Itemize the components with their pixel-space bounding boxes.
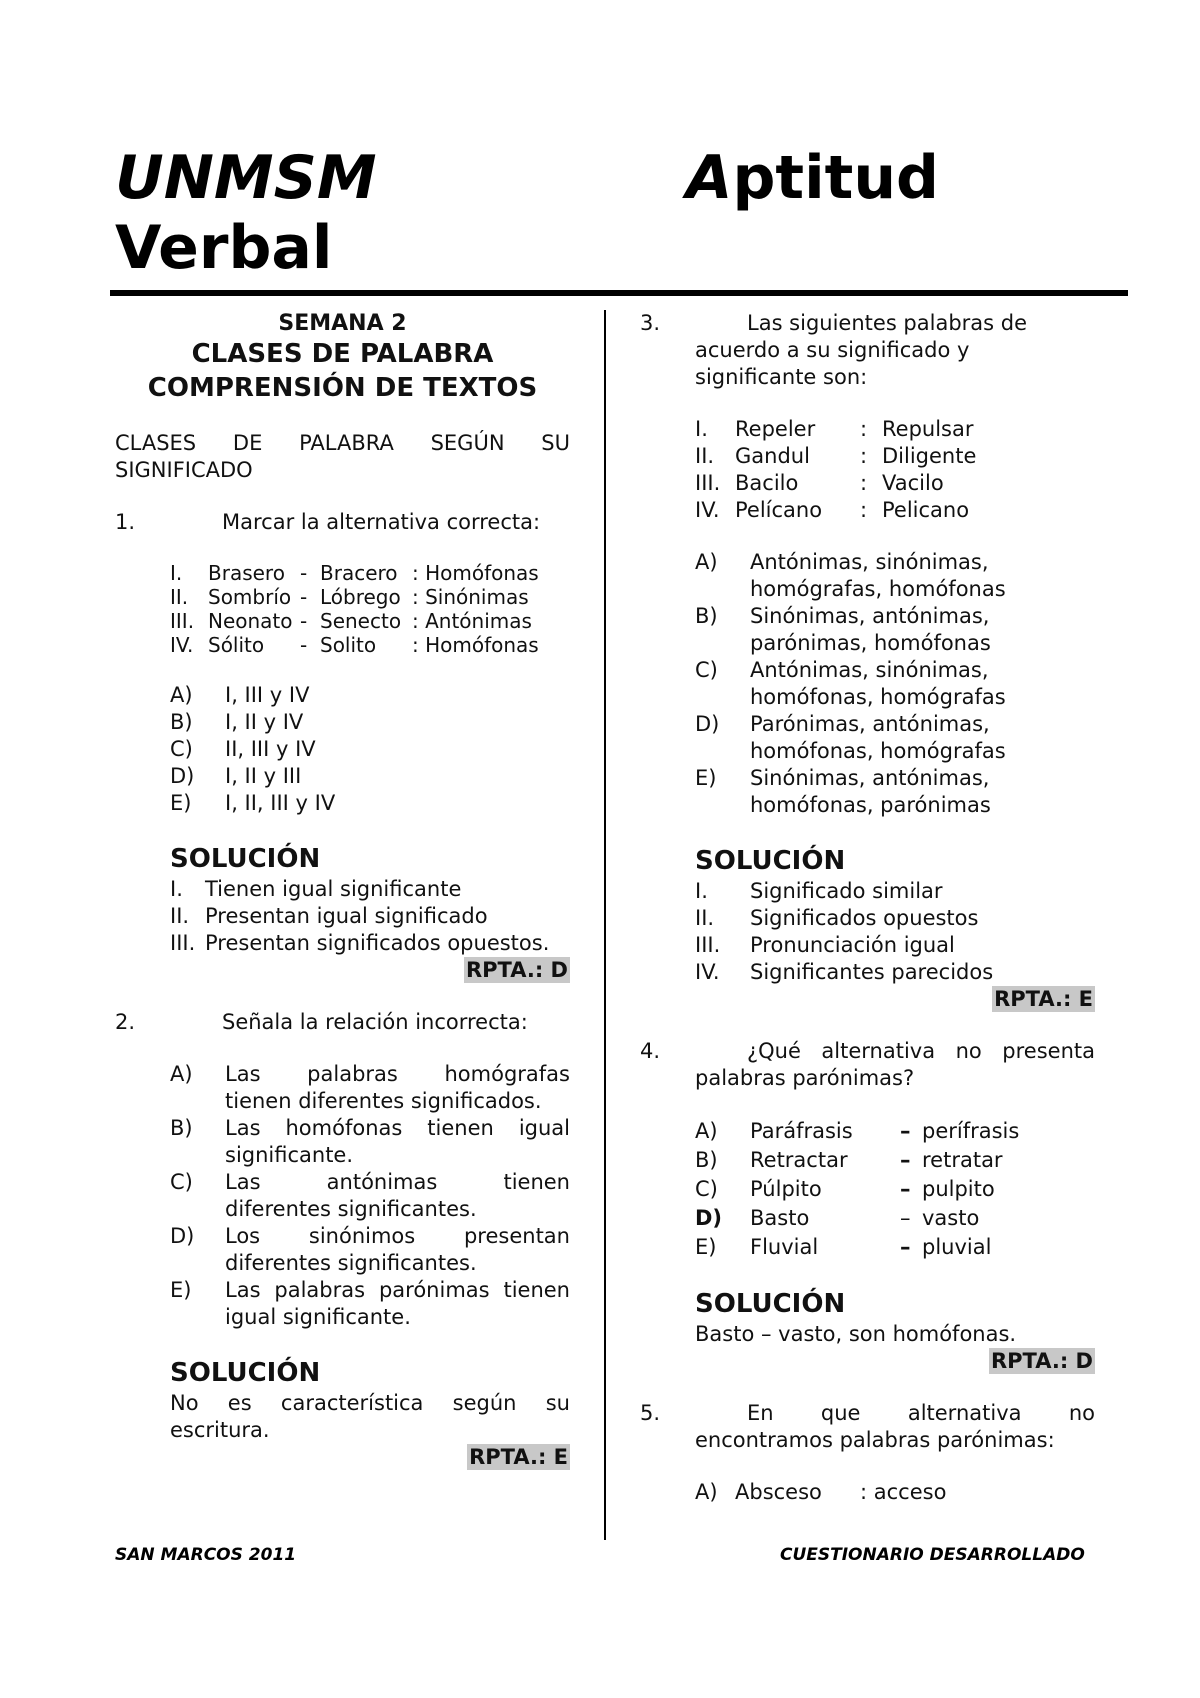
option-letter: E): [695, 1235, 717, 1259]
question-stem: Marcar la alternativa correcta:: [222, 510, 541, 534]
section-title-1: CLASES DE PALABRA: [191, 339, 494, 369]
solution-numeral: I.: [695, 879, 708, 903]
pair-separator: :: [860, 471, 868, 495]
pair-word-2: Lóbrego: [320, 585, 401, 609]
solution-line: [695, 905, 1095, 932]
option-b: [695, 603, 1095, 657]
option-letter: A): [695, 1480, 718, 1504]
option-dash: –: [900, 1119, 911, 1143]
option-text-line2: homófonas, homógrafas: [750, 685, 1006, 709]
pair-word-1: Bacilo: [735, 471, 799, 495]
option-text-line2: homófonas, parónimas: [750, 793, 991, 817]
option-c: [170, 1169, 570, 1223]
option-letter: B): [695, 1148, 718, 1172]
option-word-2: pluvial: [922, 1235, 992, 1259]
pair-word-1: Sombrío: [208, 585, 292, 609]
solution-text: Pronunciación igual: [750, 933, 955, 957]
pair-separator: :: [860, 417, 868, 441]
pair-word-2: Senecto: [320, 609, 402, 633]
solution-line: [695, 878, 1095, 905]
question-1-pairs: [170, 561, 539, 657]
option-word-1: Absceso: [735, 1480, 822, 1504]
option-word-1: Retractar: [750, 1148, 848, 1172]
option-a: [170, 682, 570, 709]
answer-badge: RPTA.: D: [990, 1349, 1093, 1373]
pair-word-2: Solito: [320, 633, 377, 657]
solution-text: Significantes parecidos: [750, 960, 994, 984]
option-text-line1: Las palabras parónimas tienen: [225, 1278, 570, 1302]
solution-text-line2: escritura.: [170, 1418, 270, 1442]
option-e: [170, 1277, 570, 1331]
question-number: 4.: [640, 1039, 661, 1063]
pair-row: [170, 609, 539, 633]
option-word-1: Basto: [750, 1206, 810, 1230]
pair-separator: -: [300, 561, 308, 585]
option-a: [170, 1061, 570, 1115]
option-b: [170, 709, 570, 736]
week-label: SEMANA 2: [278, 311, 407, 336]
question-5-options: [695, 1479, 946, 1506]
solution-text: Presentan significados opuestos.: [205, 931, 550, 955]
pair-word-1: Neonato: [208, 609, 293, 633]
option-word-2: retratar: [922, 1148, 1003, 1172]
solution-numeral: IV.: [695, 960, 720, 984]
option-c: [695, 657, 1095, 711]
solution-text: Basto – vasto, son homófonas.: [695, 1322, 1017, 1346]
solution-heading: SOLUCIÓN: [695, 846, 846, 876]
question-5: [640, 1400, 1095, 1454]
solution-numeral: II.: [695, 906, 715, 930]
pair-number: III.: [170, 609, 195, 633]
question-number: 5.: [640, 1401, 661, 1425]
option-dash: –: [900, 1206, 911, 1230]
option-letter: C): [170, 737, 193, 761]
pair-number: II.: [695, 444, 715, 468]
option-letter: A): [170, 683, 193, 707]
option-c: [695, 1175, 1019, 1204]
question-stem: En que alternativa no encontramos palabras parónimas:: [695, 1401, 1095, 1452]
option-text-line1: Las antónimas tienen: [225, 1170, 570, 1194]
pair-row: [695, 497, 976, 524]
option-text-line1: Las palabras homógrafas: [225, 1062, 570, 1086]
pair-word-2: Repulsar: [882, 417, 974, 441]
pair-row: [170, 585, 539, 609]
subject-subtitle: Verbal: [115, 213, 333, 283]
option-text-line1: Las homófonas tienen igual: [225, 1116, 570, 1140]
pair-number: IV.: [695, 498, 720, 522]
question-number: 1.: [115, 510, 136, 534]
option-letter: B): [695, 604, 718, 628]
option-e: [695, 765, 1095, 819]
option-letter: A): [695, 550, 718, 574]
left-column: [115, 310, 570, 1471]
question-3-pairs: [695, 416, 976, 524]
option-dash: –: [900, 1148, 911, 1172]
solution-numeral: III.: [695, 933, 721, 957]
pair-relation: : Sinónimas: [412, 585, 529, 609]
solution-text: Significado similar: [750, 879, 943, 903]
pair-word-2: Pelicano: [882, 498, 970, 522]
pair-number: III.: [695, 471, 721, 495]
option-letter: E): [170, 1278, 192, 1302]
option-letter: B): [170, 710, 193, 734]
option-letter: D): [695, 1206, 723, 1230]
option-text-line2: homógrafas, homófonas: [750, 577, 1006, 601]
option-letter: D): [170, 1224, 195, 1248]
subsection-title-line2: SIGNIFICADO: [115, 458, 253, 482]
pair-separator: :: [860, 444, 868, 468]
option-letter: E): [695, 766, 717, 790]
solution-numeral: II.: [170, 904, 190, 928]
option-word-2: : acceso: [860, 1480, 947, 1504]
option-word-2: vasto: [922, 1206, 980, 1230]
option-e: [695, 1233, 1019, 1262]
option-word-1: Fluvial: [750, 1235, 819, 1259]
option-dash: –: [900, 1235, 911, 1259]
pair-row: [695, 416, 976, 443]
option-text-line2: igual significante.: [225, 1305, 411, 1329]
pair-relation: : Antónimas: [412, 609, 532, 633]
question-1: [115, 509, 570, 536]
option-text-line1: Antónimas, sinónimas,: [750, 658, 989, 682]
option-b: [695, 1146, 1019, 1175]
option-c: [170, 736, 570, 763]
option-text-line2: homófonas, homógrafas: [750, 739, 1006, 763]
pair-word-2: Bracero: [320, 561, 398, 585]
option-letter: A): [695, 1119, 718, 1143]
option-letter: C): [170, 1170, 193, 1194]
pair-word-1: Pelícano: [735, 498, 823, 522]
pair-word-1: Brasero: [208, 561, 285, 585]
solution-line: [695, 932, 1095, 959]
option-letter: A): [170, 1062, 193, 1086]
solution-text: Tienen igual significante: [205, 877, 462, 901]
pair-separator: -: [300, 633, 308, 657]
question-stem: ¿Qué alternativa no presenta palabras parónimas?: [695, 1039, 1095, 1090]
option-text: I, II, III y IV: [225, 791, 336, 815]
pair-word-2: Vacilo: [882, 471, 944, 495]
right-column: [640, 310, 1095, 1506]
subject-title: [686, 143, 939, 213]
pair-number: II.: [170, 585, 189, 609]
question-number: 2.: [115, 1010, 136, 1034]
pair-separator: -: [300, 609, 308, 633]
option-word-1: Paráfrasis: [750, 1119, 853, 1143]
footer-left: SAN MARCOS 2011: [115, 1545, 297, 1565]
option-word-1: Púlpito: [750, 1177, 822, 1201]
question-4: [640, 1038, 1095, 1092]
subject-title-initial: A: [686, 143, 733, 213]
pair-row: [695, 443, 976, 470]
question-4-options: [695, 1117, 1019, 1262]
option-a: [695, 549, 1095, 603]
subsection-title-line1: CLASES DE PALABRA SEGÚN SU: [115, 431, 570, 455]
solution-text: Presentan igual significado: [205, 904, 488, 928]
option-text-line2: diferentes significantes.: [225, 1251, 477, 1275]
option-letter: B): [170, 1116, 193, 1140]
option-text-line1: Parónimas, antónimas,: [750, 712, 990, 736]
option-d: [695, 711, 1095, 765]
option-letter: D): [695, 712, 720, 736]
pair-word-1: Sólito: [208, 633, 265, 657]
option-text: I, III y IV: [225, 683, 310, 707]
footer-right: CUESTIONARIO DESARROLLADO: [780, 1545, 1085, 1565]
course-title: UNMSM: [115, 143, 377, 213]
answer-badge: RPTA.: E: [469, 1445, 568, 1469]
option-letter: C): [695, 1177, 718, 1201]
solution-line: [170, 930, 570, 957]
option-letter: C): [695, 658, 718, 682]
header-divider: [110, 290, 1128, 296]
question-number: 3.: [640, 311, 661, 335]
column-divider: [604, 310, 606, 1540]
solution-heading: SOLUCIÓN: [170, 844, 321, 874]
answer-badge: RPTA.: E: [994, 987, 1093, 1011]
option-word-2: perífrasis: [922, 1119, 1020, 1143]
pair-word-2: Diligente: [882, 444, 977, 468]
section-title-2: COMPRENSIÓN DE TEXTOS: [147, 373, 538, 403]
pair-word-1: Repeler: [735, 417, 816, 441]
option-d: [695, 1204, 1019, 1233]
option-text-line2: diferentes significantes.: [225, 1197, 477, 1221]
pair-separator: -: [300, 585, 308, 609]
solution-line: [170, 876, 570, 903]
pair-row: [695, 470, 976, 497]
pair-number: IV.: [170, 633, 194, 657]
solution-line: [170, 903, 570, 930]
option-d: [170, 763, 570, 790]
option-b: [170, 1115, 570, 1169]
option-d: [170, 1223, 570, 1277]
answer-badge: RPTA.: D: [465, 958, 568, 982]
pair-relation: : Homófonas: [412, 633, 539, 657]
option-text: I, II y IV: [225, 710, 304, 734]
pair-number: I.: [170, 561, 183, 585]
option-text: II, III y IV: [225, 737, 316, 761]
option-text-line2: significante.: [225, 1143, 354, 1167]
pair-row: [170, 633, 539, 657]
pair-relation: : Homófonas: [412, 561, 539, 585]
option-text-line1: Sinónimas, antónimas,: [750, 766, 990, 790]
question-stem: Las siguientes palabras de acuerdo a su significado y significante son:: [695, 311, 1028, 389]
option-letter: E): [170, 791, 192, 815]
solution-numeral: III.: [170, 931, 196, 955]
pair-word-1: Gandul: [735, 444, 810, 468]
option-a: [695, 1117, 1019, 1146]
question-3: [640, 310, 1095, 391]
option-letter: D): [170, 764, 195, 788]
question-stem: Señala la relación incorrecta:: [222, 1010, 528, 1034]
pair-row: [170, 561, 539, 585]
option-a: [695, 1479, 946, 1506]
option-dash: –: [900, 1177, 911, 1201]
option-word-2: pulpito: [922, 1177, 995, 1201]
option-e: [170, 790, 570, 817]
option-text: I, II y III: [225, 764, 302, 788]
pair-number: I.: [695, 417, 708, 441]
option-text-line1: Sinónimas, antónimas,: [750, 604, 990, 628]
option-text-line1: Antónimas, sinónimas,: [750, 550, 989, 574]
solution-heading: SOLUCIÓN: [695, 1289, 846, 1319]
solution-heading: SOLUCIÓN: [170, 1358, 321, 1388]
solution-text: Significados opuestos: [750, 906, 979, 930]
solution-text-line1: No es característica según su: [170, 1391, 570, 1415]
pair-separator: :: [860, 498, 868, 522]
solution-line: [695, 959, 1095, 986]
question-2: [115, 1009, 570, 1036]
solution-numeral: I.: [170, 877, 183, 901]
subject-title-rest: ptitud: [732, 143, 939, 213]
option-text-line2: parónimas, homófonas: [750, 631, 991, 655]
option-text-line1: Los sinónimos presentan: [225, 1224, 570, 1248]
option-text-line2: tienen diferentes significados.: [225, 1089, 542, 1113]
